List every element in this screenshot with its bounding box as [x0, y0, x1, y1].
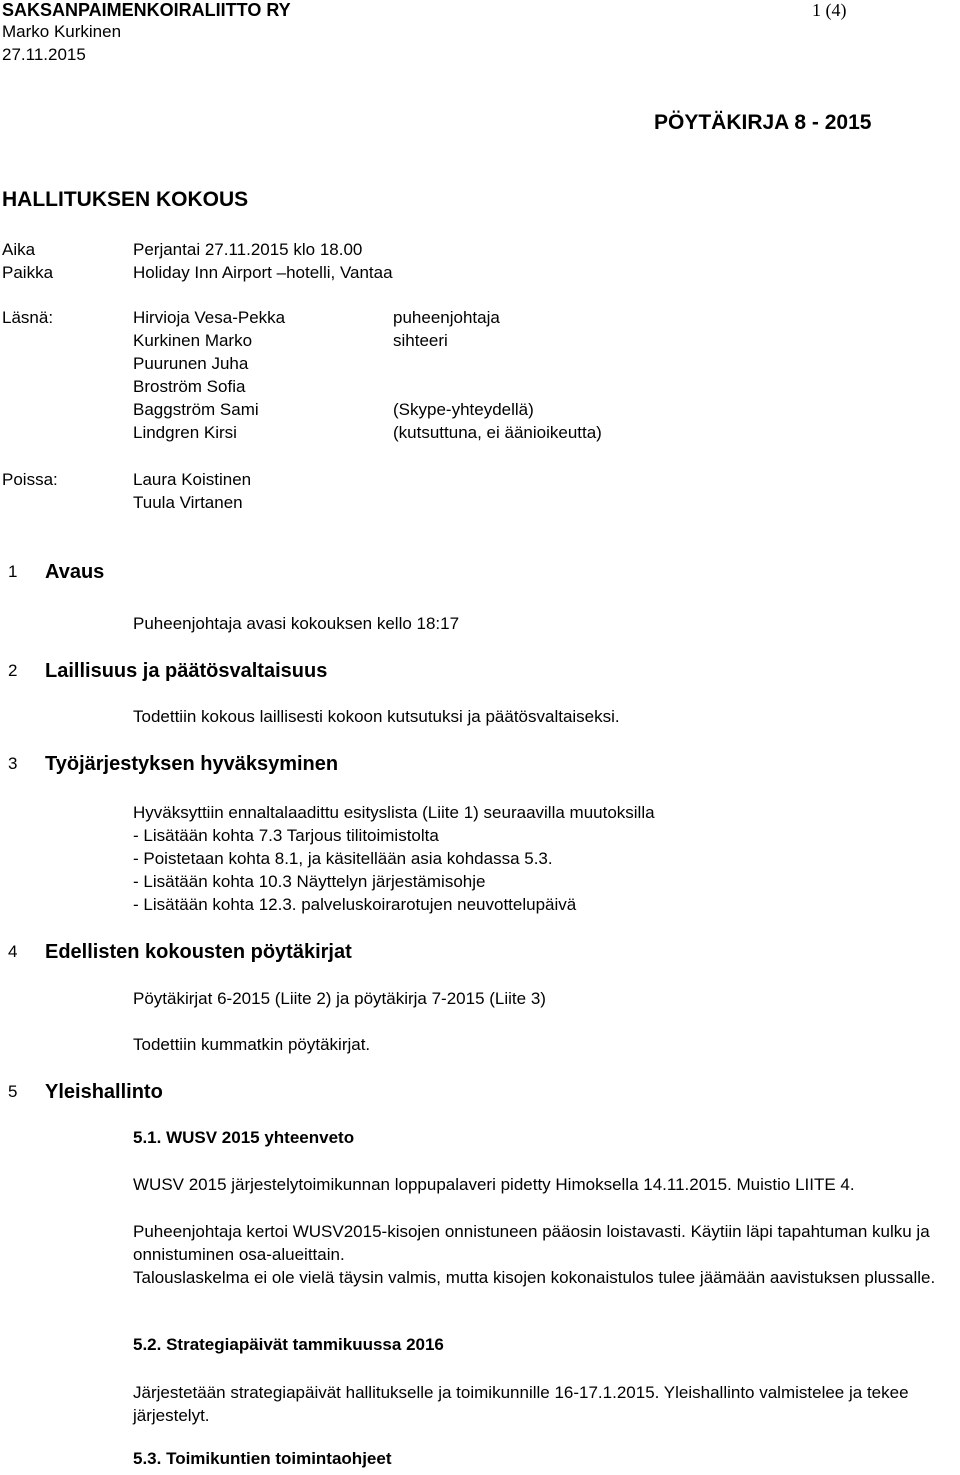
header-date: 27.11.2015: [2, 45, 86, 64]
section-number: 4: [8, 942, 18, 961]
section-number: 3: [8, 754, 18, 773]
section-text: Puheenjohtaja avasi kokouksen kello 18:17: [133, 614, 460, 633]
present-name: Puurunen Juha: [133, 354, 249, 373]
section-title: Yleishallinto: [45, 1081, 163, 1103]
absent-label: Poissa:: [2, 470, 58, 489]
present-role: puheenjohtaja: [393, 308, 500, 327]
present-name: Kurkinen Marko: [133, 331, 253, 350]
author-name: Marko Kurkinen: [2, 22, 122, 41]
absent-name: Laura Koistinen: [133, 470, 252, 489]
paikka-label: Paikka: [2, 263, 54, 282]
subsection-paragraph: Talouslaskelma ei ole vielä täysin valmis, mutta kisojen kokonaistulos tulee jäämään aavistuksen plussalle.: [133, 1268, 936, 1287]
section-text: Todettiin kokous laillisesti kokoon kutsutuksi ja päätösvaltaiseksi.: [133, 707, 620, 726]
present-role: (Skype-yhteydellä): [393, 400, 534, 419]
section-number: 1: [8, 562, 18, 581]
subsection-paragraph: Järjestetään strategiapäivät hallitukselle ja toimikunnille 16-17.1.2015. Yleishallinto valmistelee ja tekee järjestelyt.: [133, 1383, 909, 1425]
paikka-value: Holiday Inn Airport –hotelli, Vantaa: [133, 263, 393, 282]
present-name: Baggström Sami: [133, 400, 259, 419]
section-number: 5: [8, 1082, 18, 1101]
page-number: 1 (4): [812, 0, 847, 20]
agenda-line: - Lisätään kohta 10.3 Näyttelyn järjestämisohje: [133, 872, 486, 891]
agenda-line: - Lisätään kohta 12.3. palveluskoirarotujen neuvottelupäivä: [133, 895, 577, 914]
present-name: Broström Sofia: [133, 377, 246, 396]
section-title: Laillisuus ja päätösvaltaisuus: [45, 660, 328, 682]
meeting-title: HALLITUKSEN KOKOUS: [2, 188, 249, 211]
section-title: Avaus: [45, 561, 105, 583]
section-title: Työjärjestyksen hyväksyminen: [45, 753, 339, 775]
present-name: Hirvioja Vesa-Pekka: [133, 308, 286, 327]
agenda-line: - Lisätään kohta 7.3 Tarjous tilitoimistolta: [133, 826, 439, 845]
section-title: Edellisten kokousten pöytäkirjat: [45, 941, 352, 963]
organization-name: SAKSANPAIMENKOIRALIITTO RY: [2, 0, 291, 20]
subsection-paragraph: WUSV 2015 järjestelytoimikunnan loppupalaveri pidetty Himoksella 14.11.2015. Muistio LIITE 4.: [133, 1175, 855, 1194]
aika-value: Perjantai 27.11.2015 klo 18.00: [133, 240, 363, 259]
subsection-paragraph: Puheenjohtaja kertoi WUSV2015-kisojen onnistuneen pääosin loistavasti. Käytiin läpi tapahtuman kulku ja onnistuminen osa-alueittain.: [133, 1222, 930, 1264]
present-label: Läsnä:: [2, 308, 54, 327]
aika-label: Aika: [2, 240, 36, 259]
section-text: Pöytäkirjat 6-2015 (Liite 2) ja pöytäkirja 7-2015 (Liite 3): [133, 989, 546, 1008]
subsection-title: 5.1. WUSV 2015 yhteenveto: [133, 1128, 355, 1147]
document-title: PÖYTÄKIRJA 8 - 2015: [654, 111, 872, 134]
present-name: Lindgren Kirsi: [133, 423, 237, 442]
agenda-line: Hyväksyttiin ennaltalaadittu esityslista (Liite 1) seuraavilla muutoksilla: [133, 803, 655, 822]
section-number: 2: [8, 661, 18, 680]
subsection-title: 5.2. Strategiapäivät tammikuussa 2016: [133, 1335, 444, 1354]
subsection-title: 5.3. Toimikuntien toimintaohjeet: [133, 1449, 392, 1468]
present-role: (kutsuttuna, ei äänioikeutta): [393, 423, 602, 442]
section-text: Todettiin kummatkin pöytäkirjat.: [133, 1035, 371, 1054]
present-role: sihteeri: [393, 331, 448, 350]
absent-name: Tuula Virtanen: [133, 493, 243, 512]
agenda-line: - Poistetaan kohta 8.1, ja käsitellään asia kohdassa 5.3.: [133, 849, 553, 868]
